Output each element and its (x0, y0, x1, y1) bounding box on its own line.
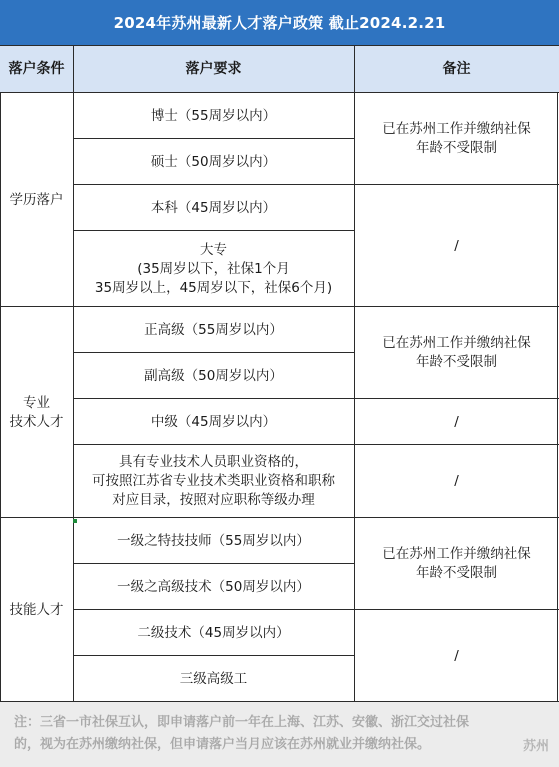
note-skilled-a (354, 518, 559, 610)
note-education-b: / (454, 237, 459, 254)
college-detail-1: (35周岁以下，社保1个月 (137, 260, 290, 277)
note-text-line: 已在苏州工作并缴纳社保 (382, 121, 531, 137)
grid-line (73, 46, 74, 702)
grid-line (354, 46, 355, 702)
row-skill-level1-senior: 一级之高级技术（50周岁以内） (117, 578, 310, 595)
row-college (73, 231, 354, 307)
grid-line (73, 609, 559, 610)
row-skill-level1-special: 一级之特技技师（55周岁以内） (117, 532, 310, 549)
note-professional-c: / (454, 473, 459, 489)
grid-line (73, 655, 354, 656)
row-skill-level3: 三级高级工 (179, 670, 248, 687)
row-master: 硕士（50周岁以内） (150, 153, 277, 170)
note-professional-b: / (454, 413, 459, 430)
note-professional-a (354, 307, 559, 399)
group-education: 学历落户 (9, 191, 64, 208)
note-text-line: 年龄不受限制 (416, 565, 497, 581)
grid-line (0, 92, 559, 93)
footnote-line: 的，视为在苏州缴纳社保，但申请落户当月应该在苏州就业并缴纳社保。 (14, 737, 431, 752)
college-title: 大专 (200, 241, 227, 258)
row-bachelor: 本科（45周岁以内） (150, 199, 277, 216)
row-skill-level2: 二级技术（45周岁以内） (137, 624, 290, 641)
qualification-line: 可按照江苏省专业技术类职业资格和职称 (92, 473, 335, 489)
note-text-line: 已在苏州工作并缴纳社保 (382, 546, 531, 562)
group-professional (0, 307, 73, 518)
grid-line (73, 184, 559, 185)
row-senior-full: 正高级（55周岁以内） (144, 321, 283, 338)
grid-line (0, 517, 559, 518)
note-text-line: 已在苏州工作并缴纳社保 (382, 335, 531, 351)
row-qualification (73, 445, 354, 518)
footnote-line: 注：三省一市社保互认，即申请落户前一年在上海、江苏、安徽、浙江交过社保 (14, 715, 470, 730)
qualification-line: 具有专业技术人员职业资格的， (119, 454, 308, 470)
row-intermediate: 中级（45周岁以内） (150, 413, 277, 430)
grid-line (73, 352, 354, 353)
header-remark: 备注 (442, 61, 471, 77)
grid-line (73, 398, 559, 399)
row-doctor: 博士（55周岁以内） (150, 107, 277, 124)
qualification-line: 对应目录，按照对应职称等级办理 (112, 492, 315, 508)
row-senior-deputy: 副高级（50周岁以内） (144, 367, 283, 384)
watermark: 苏州 (522, 739, 549, 754)
note-skilled-b: / (454, 647, 459, 664)
header-condition: 落户条件 (8, 61, 65, 77)
group-name-line: 技术人才 (9, 413, 64, 430)
grid-line (0, 306, 559, 307)
table-title: 2024年苏州最新人才落户政策 截止2024.2.21 (0, 0, 559, 46)
note-education-a (354, 93, 559, 185)
note-text-line: 年龄不受限制 (416, 354, 497, 370)
note-text-line: 年龄不受限制 (416, 140, 497, 156)
header-requirement: 落户要求 (185, 61, 242, 77)
group-skilled: 技能人才 (9, 601, 64, 618)
grid-line (73, 444, 559, 445)
cell-marker (73, 519, 77, 523)
grid-line (73, 230, 354, 231)
footnote (0, 702, 559, 767)
group-name-line: 专业 (23, 394, 50, 411)
grid-line (73, 563, 354, 564)
college-detail-2: 35周岁以上，45周岁以下，社保6个月) (94, 279, 333, 296)
grid-line (73, 138, 354, 139)
